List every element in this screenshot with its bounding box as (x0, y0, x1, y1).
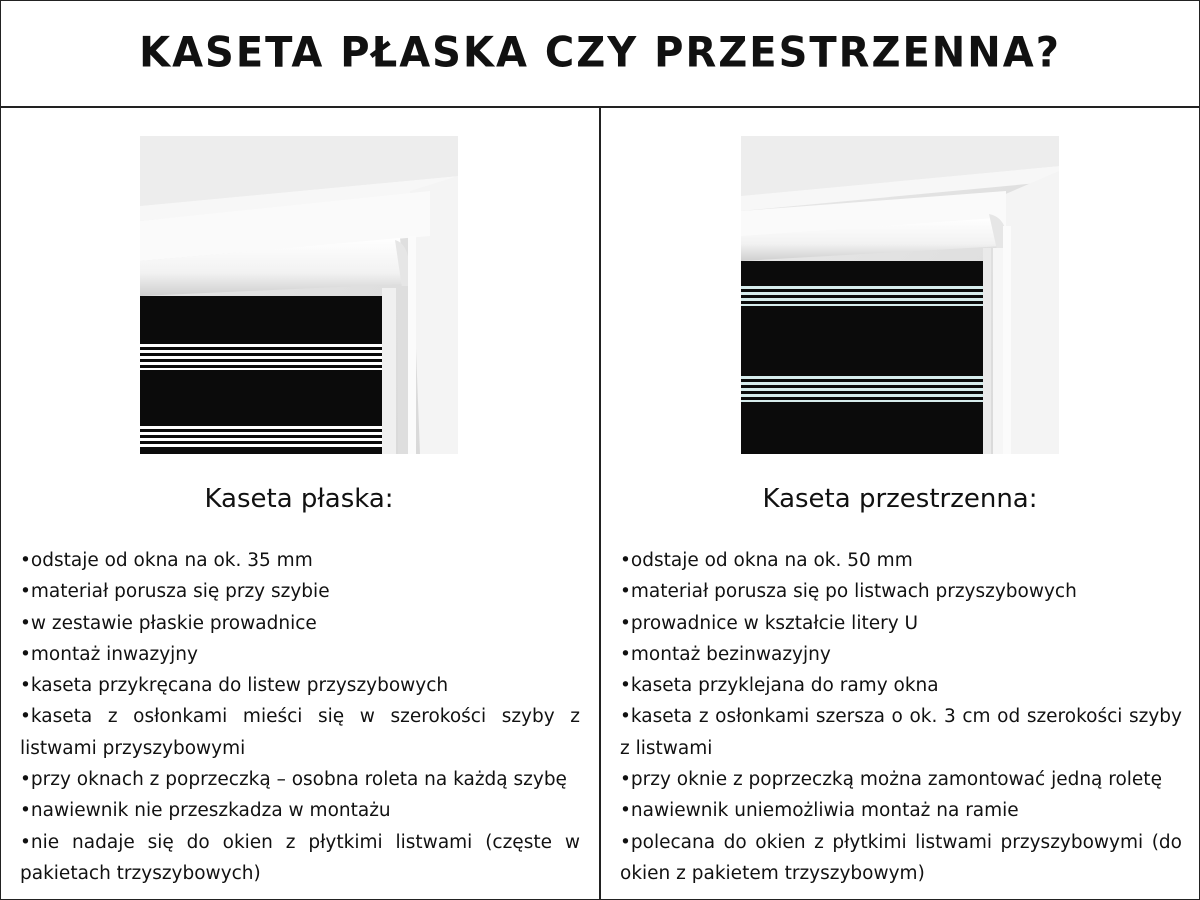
list-item: •nie nadaje się do okien z płytkimi listwami (częste w pakietach trzyszybowych) (20, 831, 580, 884)
list-item: •materiał porusza się przy szybie (20, 581, 330, 603)
list-item: •montaż bezinwazyjny (620, 643, 831, 665)
flat-cassette-column (0, 108, 598, 900)
list-item: •kaseta przykręcana do listew przyszybowych (20, 675, 449, 697)
spatial-cassette-features (620, 545, 1182, 889)
spatial-cassette-heading: Kaseta przestrzenna: (762, 484, 1038, 514)
flat-cassette-features (20, 545, 580, 889)
list-item: •odstaje od okna na ok. 50 mm (620, 550, 913, 571)
list-item: •nawiewnik uniemożliwia montaż na ramie (620, 800, 1019, 822)
flat-cassette-heading: Kaseta płaska: (204, 484, 394, 514)
list-item: •prowadnice w kształcie litery U (620, 612, 919, 634)
list-item: •nawiewnik nie przeszkadza w montażu (20, 800, 391, 822)
spatial-cassette-photo (741, 136, 1059, 454)
list-item: •przy oknach z poprzeczką – osobna roleta na każdą szybę (20, 769, 567, 791)
list-item: •w zestawie płaskie prowadnice (20, 612, 317, 634)
header (0, 0, 1200, 108)
flat-cassette-photo (140, 136, 458, 454)
list-item: •kaseta z osłonkami szersza o ok. 3 cm od szerokości szyby z listwami (620, 706, 1182, 759)
page-title: KASETA PŁASKA CZY PRZESTRZENNA? (139, 28, 1061, 78)
list-item: •materiał porusza się po listwach przyszybowych (620, 581, 1077, 603)
list-item: •przy oknie z poprzeczką można zamontować jedną roletę (620, 769, 1162, 791)
list-item: •kaseta z osłonkami mieści się w szerokości szyby z listwami przyszybowymi (20, 706, 580, 759)
list-item: •polecana do okien z płytkimi listwami przyszybowymi (do okien z pakietem trzyszybowym) (620, 831, 1182, 884)
list-item: •kaseta przyklejana do ramy okna (620, 675, 939, 697)
list-item: •odstaje od okna na ok. 35 mm (20, 550, 313, 571)
spatial-cassette-column (601, 108, 1199, 900)
list-item: •montaż inwazyjny (20, 643, 198, 665)
